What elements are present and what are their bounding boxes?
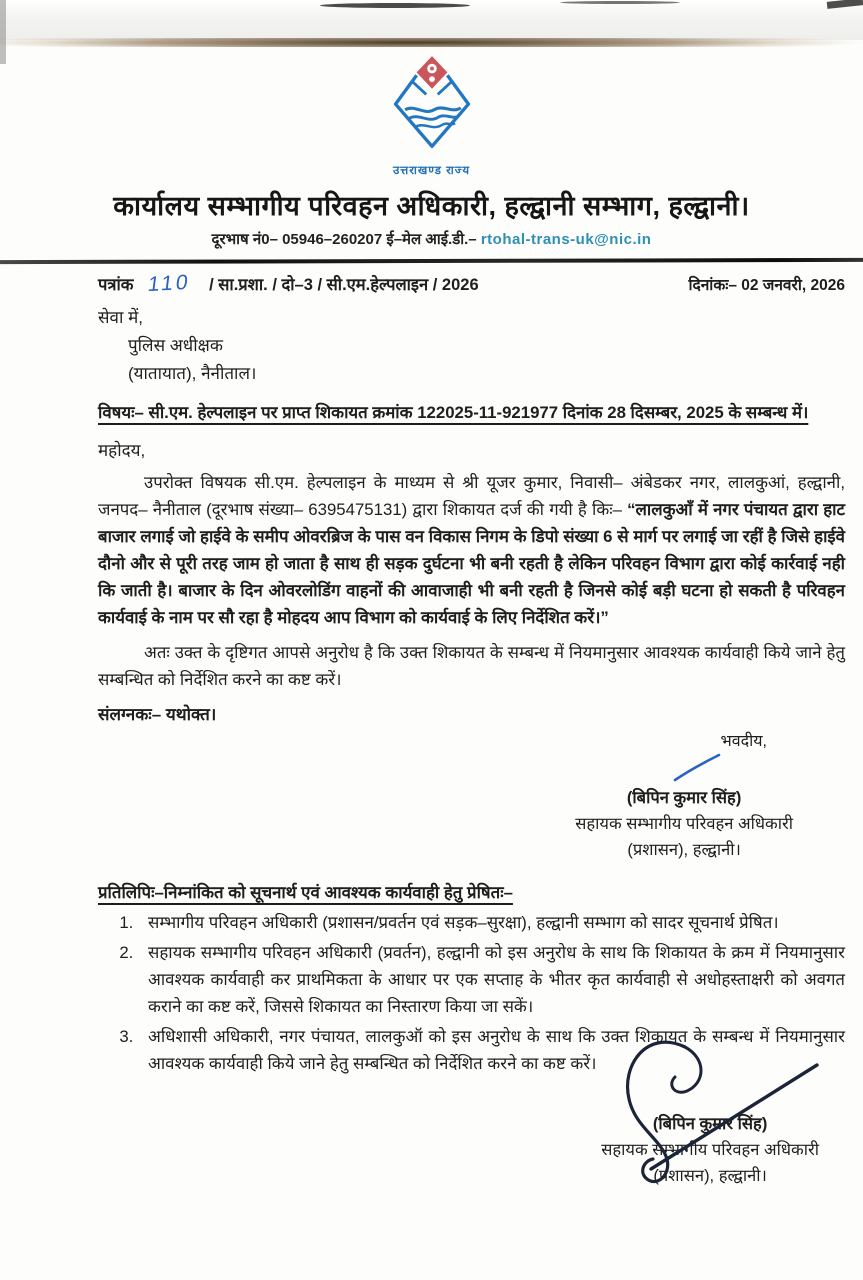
paragraph-request: अतः उक्त के दृष्टिगत आपसे अनुरोध है कि उक्त शिकायत के सम्बन्ध में नियमानुसार आवश्यक कार्यवाही किये जाने हेतु सम्बन्धित को निर्देशित करने का कष्ट करें। bbox=[98, 642, 845, 689]
signatory-designation1: सहायक सम्भागीय परिवहन अधिकारी bbox=[575, 814, 793, 833]
signatory-designation1: सहायक सम्भागीय परिवहन अधिकारी bbox=[601, 1140, 819, 1159]
signature-block-bottom bbox=[601, 1111, 819, 1186]
header-divider bbox=[0, 258, 863, 264]
greeting: महोदय, bbox=[98, 440, 146, 460]
letter-number-label: पत्रांक bbox=[98, 275, 134, 294]
scan-smudge bbox=[320, 3, 470, 8]
signatory-name: (बिपिन कुमार सिंह) bbox=[652, 1114, 768, 1133]
office-title: कार्यालय सम्भागीय परिवहन अधिकारी, हल्द्वानी सम्भाग, हल्द्वानी। bbox=[113, 191, 750, 221]
reference-row bbox=[98, 272, 845, 296]
paragraph-complaint bbox=[98, 469, 845, 631]
subject-line: विषयः– सी.एम. हेल्पलाइन पर प्राप्त शिकायत क्रमांक 122025-11-921977 दिनांक 28 दिसम्बर, 2025 के सम्बन्ध में। bbox=[98, 402, 809, 422]
letter-date: दिनांकः– 02 जनवरी, 2026 bbox=[688, 276, 845, 294]
emblem-caption: उत्तराखण्ड राज्य bbox=[392, 165, 471, 177]
letter-number bbox=[98, 272, 479, 296]
scan-smudge bbox=[560, 1, 680, 4]
handwritten-letter-number: 110 bbox=[146, 270, 193, 296]
addressee-line2: (यातायात), नैनीताल। bbox=[128, 363, 257, 383]
paragraph-complaint-intro: उपरोक्त विषयक सी.एम. हेल्पलाइन के माध्यम से श्री यूजर कुमार, निवासी– अंबेडकर नगर, लालकुआं, हल्द्वानी, जनपद– नैनीताल (दूरभाष संख्या– 6395475131) द्वारा शिकायत दर्ज की गयी है किः– bbox=[98, 472, 845, 519]
letter-body bbox=[0, 272, 863, 1186]
enclosure-line: संलग्नकः– यथोक्त। bbox=[98, 704, 217, 724]
signatory-name: (बिपिन कुमार सिंह) bbox=[626, 788, 742, 807]
addressee-line1: पुलिस अधीक्षक bbox=[128, 335, 223, 355]
uttarakhand-emblem-icon bbox=[384, 56, 480, 156]
addressee-salutation: सेवा में, bbox=[98, 307, 143, 327]
copy-to-heading: प्रतिलिपिः–निम्नांकित को सूचनार्थ एवं आवश्यक कार्यवाही हेतु प्रेषितः– bbox=[98, 882, 513, 902]
contact-line bbox=[0, 229, 863, 249]
signature-block-top bbox=[575, 729, 793, 860]
scan-left-edge bbox=[0, 0, 6, 64]
scan-edge-streak bbox=[0, 38, 863, 47]
copy-item-1: 1. सम्भागीय परिवहन अधिकारी (प्रशासन/प्रवर्तन एवं सड़क–सुरक्षा), हल्द्वानी सम्भाग को सादर सूचनार्थ प्रेषित। bbox=[138, 909, 845, 936]
copy-item-2: 2. सहायक सम्भागीय परिवहन अधिकारी (प्रवर्तन), हल्द्वानी को इस अनुरोध के साथ कि शिकायत के क्रम में नियमानुसार आवश्यक कार्यवाही कर प्राथमिकता के आधार पर एक सप्ताह के भीतर कृत कार्यवाही से अधोहस्ताक्षरी को अवगत कराने का कष्ट करें, जिससे शिकायत का निस्तारण किया जा सकें। bbox=[138, 939, 845, 1020]
initial-signature-stroke-icon bbox=[671, 753, 723, 783]
signatory-designation2: (प्रशासन), हल्द्वानी। bbox=[653, 1166, 767, 1185]
closing-word: भवदीय, bbox=[720, 732, 767, 750]
letter-number-suffix: / सा.प्रशा. / दो–3 / सी.एम.हेल्पलाइन / 2026 bbox=[209, 275, 479, 294]
complaint-quote: “लालकुआँ में नगर पंचायत द्वारा हाट बाजार लगाई जो हाईवे के समीप ओवरब्रिज के पास वन विकास निगम के डिपो संख्या 6 से मार्ग पर लगाई जा रहीं है जिसे हाईवे दौनो और से पूरी तरह जाम हो जाता है साथ ही सड़क दुर्घटना भी बनी रहती है लेकिन परिवहन विभाग द्वारा कोई कार्रवाई नही कि जाती है। बाजार के दिन ओवरलोडिंग वाहनों की आवाजाही भी बनी रहती है जिनसे कोई बड़ी घटना हो सकती है परिवहन कार्यवाई के नाम पर सौ रहा है मोहदय आप विभाग को कार्यवाई के लिए निर्देशित करें।” bbox=[98, 499, 845, 627]
signatory-designation2: (प्रशासन), हल्द्वानी। bbox=[627, 840, 741, 859]
copy-to-list bbox=[98, 909, 845, 1077]
contact-phone-email-label: दूरभाष नं0– 05946–260207 ई–मेल आई.डी.– bbox=[211, 231, 477, 248]
copy-item-3: 3. अधिशासी अधिकारी, नगर पंचायत, लालकुऑ को इस अनुरोध के साथ कि उक्त शिकायत के सम्बन्ध में नियमानुसार आवश्यक कार्यवाही किये जाने हेतु सम्बन्धित को निर्देशित करने का कष्ट करें। bbox=[138, 1023, 845, 1077]
office-email: rtohal-trans-uk@nic.in bbox=[480, 231, 652, 248]
